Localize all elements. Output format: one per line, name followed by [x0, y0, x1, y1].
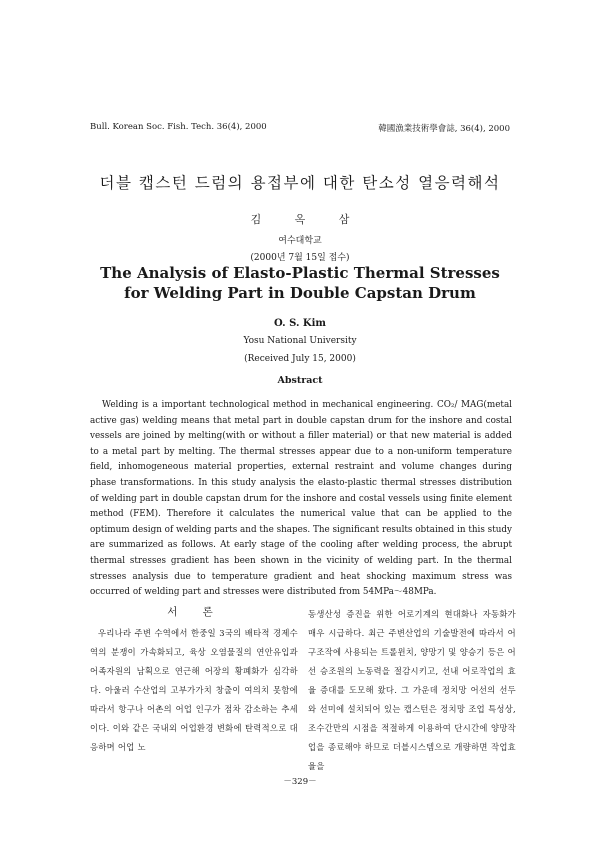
- korean-author: 김 옥 삼: [250, 213, 350, 226]
- abstract-text: Welding is a important technological method in mechanical engineering. CO₂/ MAG(metal active gas) welding means that metal part in double capstan drum for the inshore and costal vessels are joined by melting(with or without a filler material) or that new material is added to a metal part by melting. The thermal stresses appear due to a non-uniform temperature field, inhomogeneous material properties, external restraint and volume changes during phase transformations. In this study analysis the elasto-plastic thermal stresses distribution of welding part in double capstan drum for the inshore and costal vessels using finite element method (FEM). Therefore it calculates the numerical value that can be applied to the optimum design of welding parts and the shapes. The significant results obtained in this study are summarized as follows. At early stage of the cooling after welding process, the abrupt thermal stresses gradient has been shown in the vicinity of welding part. In the thermal stresses analysis due to temperature gradient and heat shocking maximum stress was occurred of welding part and stresses were distributed from 54MPa～48MPa.: [90, 400, 512, 598]
- journal-header-left: Bull. Korean Soc. Fish. Tech. 36(4), 2000: [90, 122, 267, 132]
- english-author: O. S. Kim: [274, 318, 326, 329]
- body-right-text: 동생산성 증진을 위한 어로기계의 현대화나 자동화가 매우 시급하다. 최근 주변산업의 기술발전에 따라서 어구조작에 사용되는 트롤윈치, 양망기 및 양승기 등은 어선 승조원의 노동력을 절감시키고, 선내 어로작업의 효율 증대를 도모해 왔다. 그 가운데 정치망 어선의 선두와 선미에 설치되어 있는 캡스턴은 정치망 조업 특성상, 조수간만의 시점을 적절하게 이용하여 단시간에 양망작업을 종료해야 하므로 더블시스템으로 개량하면 작업효율을: [308, 609, 516, 771]
- section-heading-introduction: 서 론: [167, 606, 213, 618]
- english-title-line-2: for Welding Part in Double Capstan Drum: [124, 284, 476, 302]
- korean-received-date: (2000년 7월 15일 접수): [250, 253, 350, 263]
- korean-affiliation: 여수대학교: [278, 236, 322, 246]
- abstract-heading: Abstract: [277, 375, 323, 386]
- korean-title: 더블 캡스턴 드럼의 용접부에 대한 탄소성 열응력해석: [99, 174, 501, 192]
- english-affiliation: Yosu National University: [243, 336, 357, 346]
- journal-header-right: 韓國漁業技術學會誌, 36(4), 2000: [378, 124, 510, 134]
- english-title-line-1: The Analysis of Elasto-Plastic Thermal Stresses: [100, 264, 500, 282]
- page-number: －329－: [283, 777, 317, 787]
- body-column-right: [308, 605, 516, 776]
- english-title: [0, 263, 600, 303]
- abstract-body: [90, 398, 512, 601]
- body-left-text: 우리나라 주변 수역에서 한중일 3국의 배타적 경제수역의 분쟁이 가속화되고, 육상 오염물질의 연안유입과 어족자원의 남획으로 연근해 어장의 황폐화가 심각하다. 아울러 수산업의 고부가가치 창출이 여의치 못함에 따라서 항구나 어촌의 어업 인구가 점차 감소하는 추세이다. 이와 같은 국내외 어업환경 변화에 탄력적으로 대응하며 어업 노: [90, 628, 298, 752]
- body-column-left: [90, 624, 298, 757]
- english-received-date: (Received July 15, 2000): [244, 354, 356, 364]
